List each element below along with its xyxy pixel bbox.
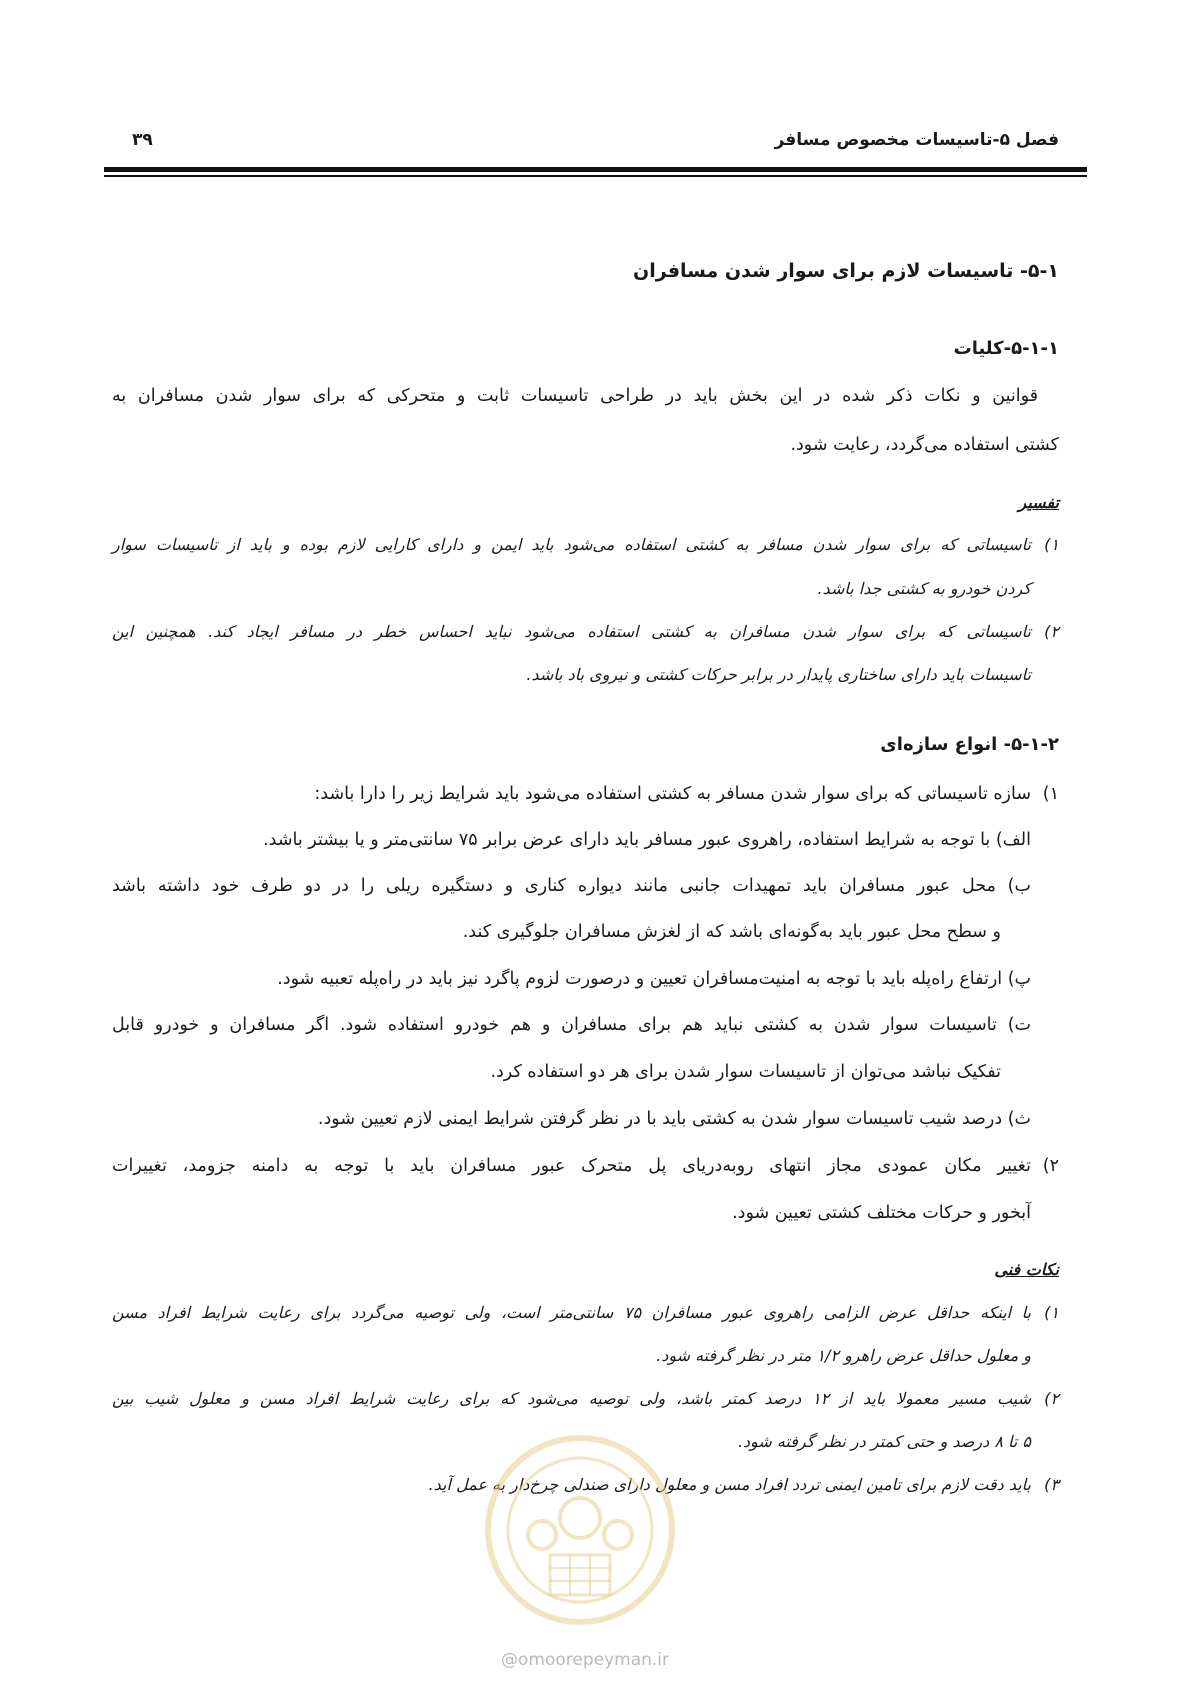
watermark-seal [480, 1430, 680, 1630]
general-paragraph-line-1: قوانین و نکات ذکر شده در این بخش باید در طراحی تاسیسات ثابت و متحرکی که برای سوار شدن مسافران به [112, 386, 1038, 406]
interpretation-item-2-line-2: تاسیسات باید دارای ساختاری پایدار در برابر حرکات کشتی و نیروی باد باشد. [526, 665, 1031, 684]
subsection-title-structure-types: ۵-۱-۲- انواع سازه‌ای [880, 734, 1059, 755]
structure-item-1-b-line-2: و سطح محل عبور باید به‌گونه‌ای باشد که از لغزش مسافران جلوگیری کند. [462, 922, 1001, 942]
interpretation-item-1-line-2: کردن خودرو به کشتی جدا باشد. [817, 579, 1031, 598]
watermark-url: @omoorepeyman.ir [500, 1650, 670, 1670]
interpretation-item-2-line-1: تاسیساتی که برای سوار شدن مسافران به کشتی استفاده می‌شود نباید احساس خطر در مسافر ایجاد کند. همچنین این [112, 622, 1031, 641]
technical-item-2-line-1: شیب مسیر معمولا باید از ۱۲ درصد کمتر باشد، ولی توصیه می‌شود که برای رعایت شرایط افراد مسن و معلول شیب بین [112, 1389, 1031, 1408]
structure-item-2-line-1: تغییر مکان عمودی مجاز انتهای روبه‌دریای پل متحرک عبور مسافران باید با توجه به دامنه جزومد، تغییرات [112, 1156, 1031, 1176]
interpretation-item-1-number: ۱) [1044, 535, 1059, 554]
structure-item-1-p: پ) ارتفاع راه‌پله باید با توجه به امنیت‌مسافران تعیین و درصورت لزوم پاگرد نیز باید در راه‌پله تعبیه شود. [277, 969, 1031, 989]
structure-item-1-t-line-2: تفکیک نباشد می‌توان از تاسیسات سوار شدن برای هر دو استفاده کرد. [490, 1062, 1001, 1082]
interpretation-item-2-number: ۲) [1044, 622, 1059, 641]
page-number: ۳۹ [132, 130, 153, 150]
technical-notes-heading: نکات فنی [994, 1260, 1059, 1279]
chapter-title: فصل ۵-تاسیسات مخصوص مسافر [774, 130, 1059, 150]
header-rule-thick [104, 167, 1087, 172]
technical-item-2-number: ۲) [1044, 1389, 1059, 1408]
structure-item-2-line-2: آبخور و حرکات مختلف کشتی تعیین شود. [732, 1203, 1031, 1223]
section-title: ۵-۱- تاسیسات لازم برای سوار شدن مسافران [633, 260, 1059, 282]
subsection-title-general: ۵-۱-۱-کلیات [953, 338, 1059, 359]
technical-item-1-line-1: با اینکه حداقل عرض الزامی راهروی عبور مسافران ۷۵ سانتی‌متر است، ولی توصیه می‌گردد برای رعایت شرایط افراد مسن [112, 1303, 1031, 1322]
general-paragraph-line-2: کشتی استفاده می‌گردد، رعایت شود. [790, 435, 1059, 455]
header-rule-thin [104, 175, 1087, 177]
technical-item-1-line-2: و معلول حداقل عرض راهرو ۱/۲ متر در نظر گرفته شود. [656, 1346, 1031, 1365]
structure-item-1-s: ث) درصد شیب تاسیسات سوار شدن به کشتی باید با در نظر گرفتن شرایط ایمنی لازم تعیین شود. [317, 1109, 1031, 1129]
structure-item-1-intro: سازه تاسیساتی که برای سوار شدن مسافر به کشتی استفاده می‌شود باید شرایط زیر را دارا باشد: [314, 784, 1031, 804]
structure-item-2-number: ۲) [1042, 1156, 1059, 1176]
technical-item-1-number: ۱) [1044, 1303, 1059, 1322]
interpretation-item-1-line-1: تاسیساتی که برای سوار شدن مسافر به کشتی استفاده می‌شود باید ایمن و دارای کارایی لازم بوده و باید از تاسیسات سوار [112, 535, 1031, 554]
technical-item-2-line-2: ۵ تا ۸ درصد و حتی کمتر در نظر گرفته شود. [737, 1432, 1031, 1451]
structure-item-1-number: ۱) [1042, 784, 1059, 804]
structure-item-1-a: الف) با توجه به شرایط استفاده، راهروی عبور مسافر باید دارای عرض برابر ۷۵ سانتی‌متر و یا بیشتر باشد. [263, 830, 1031, 850]
technical-item-3-line-1: باید دقت لازم برای تامین ایمنی تردد افراد مسن و معلول دارای صندلی چرخ‌دار به عمل آید. [428, 1475, 1031, 1494]
structure-item-1-t-line-1: ت) تاسیسات سوار شدن به کشتی نباید هم برای مسافران و هم خودرو استفاده شود. اگر مسافران و خودرو قابل [112, 1015, 1031, 1035]
technical-item-3-number: ۳) [1044, 1475, 1059, 1494]
interpretation-heading: تفسیر [1018, 493, 1059, 512]
structure-item-1-b-line-1: ب) محل عبور مسافران باید تمهیدات جانبی مانند دیواره کناری و دستگیره ریلی را در دو طرف خود داشته باشد [112, 876, 1031, 896]
